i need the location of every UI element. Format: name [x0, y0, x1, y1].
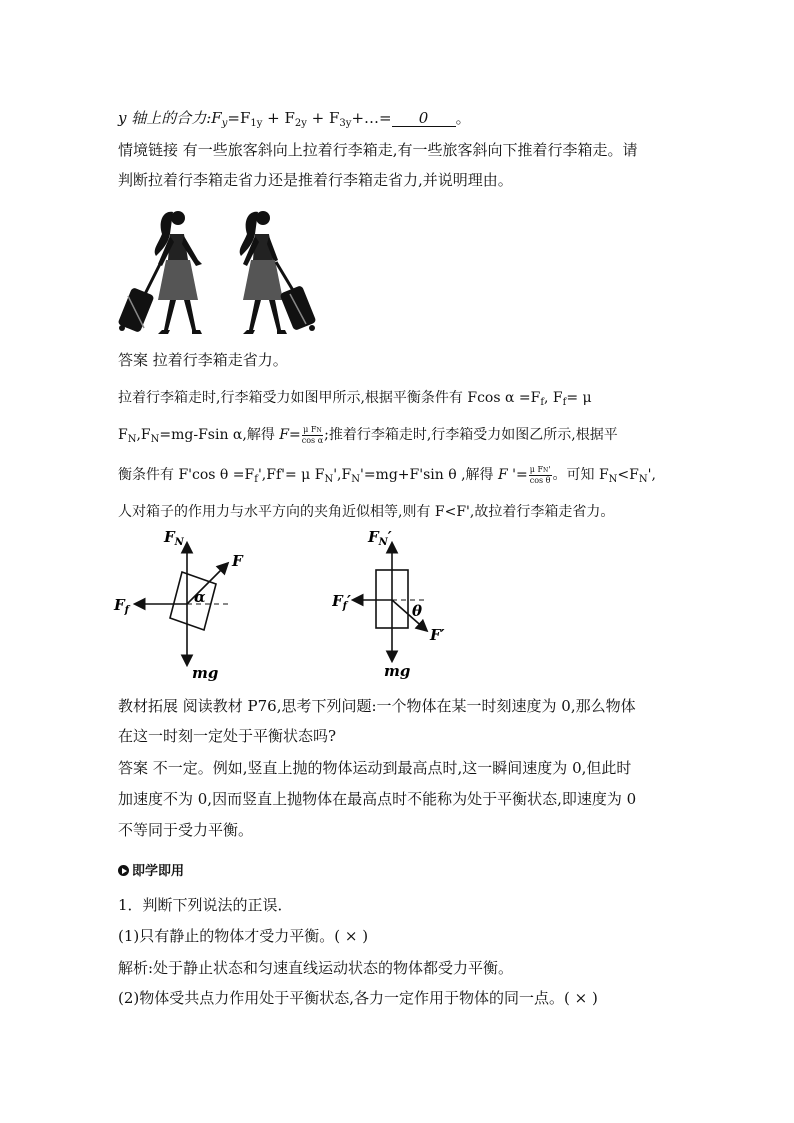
- question-1-1-explanation: 解析:处于静止状态和匀速直线运动状态的物体都受力平衡。: [118, 959, 514, 977]
- svg-text:Ff′: [332, 592, 351, 612]
- ff-sub: f: [342, 601, 347, 612]
- e1c: = μ: [566, 390, 592, 406]
- ff-prime: ′: [346, 592, 351, 610]
- e3F: F ': [498, 467, 517, 483]
- e1b: , F: [544, 390, 563, 406]
- e3s5: N: [638, 474, 648, 485]
- answer-2-line-3: 不等同于受力平衡。: [118, 821, 254, 839]
- e2d: ;推着行李箱走时,行李箱受力如图乙所示,根据平: [324, 427, 618, 443]
- e3s3: N: [351, 474, 360, 485]
- travelers-illustration: [118, 204, 318, 336]
- answer-1: 答案 拉着行李箱走省力。: [118, 351, 288, 369]
- e3d: '=mg+F'sin θ ,解得: [359, 467, 498, 483]
- svg-text:FN′: [367, 528, 392, 548]
- f1d: cos α: [301, 436, 324, 445]
- e3c: ',F: [333, 467, 352, 483]
- f2ns: N: [543, 467, 549, 474]
- end: 。: [455, 109, 471, 127]
- tail: +…=: [351, 109, 392, 127]
- resultant-force-y-line: [118, 108, 471, 134]
- explanation-line-1: [118, 388, 592, 413]
- fn-sub: N: [378, 537, 388, 548]
- e2c: =mg-Fsin α,解得: [159, 427, 280, 443]
- section-heading: [118, 860, 184, 879]
- f2nt: ': [548, 465, 551, 474]
- traveler-pushing: [240, 211, 317, 334]
- answer-2-line-2: 加速度不为 0,因而竖直上抛物体在最高点时不能称为处于平衡状态,即速度为 0: [118, 790, 637, 808]
- fraction-1: [302, 425, 323, 445]
- scenario-line-1: 情境链接 有一些旅客斜向上拉着行李箱走,有一些旅客斜向下推着行李箱走。请: [118, 141, 638, 159]
- sub3: 3y: [339, 118, 352, 129]
- e3a: 衡条件有 F'cos θ =F: [118, 467, 255, 483]
- ff-label: F: [332, 592, 343, 610]
- explanation-line-4: 人对箱子的作用力与水平方向的夹角近似相等,则有 F<F',故拉着行李箱走省力。: [118, 504, 615, 520]
- f1ns: N: [316, 427, 322, 434]
- e3s2: N: [324, 474, 334, 485]
- fn-label: F: [368, 528, 379, 546]
- mg-label: mg: [192, 664, 219, 682]
- box-shape: [170, 572, 216, 630]
- question-1: 1．判断下列说法的正误．: [118, 896, 293, 914]
- e3e: 。可知 F: [552, 467, 609, 483]
- prefix: y 轴上的合力:: [118, 109, 212, 127]
- fn-sub: N: [174, 537, 184, 548]
- theta-label: θ: [412, 602, 423, 620]
- e3s4: N: [608, 474, 618, 485]
- alpha-label: α: [194, 588, 206, 606]
- e3b: ',Ff'= μ F: [257, 467, 325, 483]
- e1s2: f: [562, 397, 567, 408]
- f2n: μ F: [529, 465, 544, 474]
- ff-label: F: [114, 596, 125, 614]
- e2eq: =: [289, 427, 301, 443]
- plus2: + F: [262, 109, 295, 127]
- fn-prime: ′: [387, 528, 392, 546]
- e3s: f: [254, 474, 258, 485]
- e2s2: N: [150, 434, 160, 445]
- question-1-2: (2)物体受共点力作用处于平衡状态,各力一定作用于物体的同一点。( × ): [118, 989, 598, 1007]
- svg-text:FN: [163, 528, 185, 548]
- section-title: 即学即用: [132, 864, 185, 879]
- e3eq: =: [516, 467, 528, 483]
- f-label: F: [232, 552, 243, 570]
- force-diagram-pulling: [112, 526, 252, 686]
- traveler-pulling: [118, 211, 202, 334]
- fy-sub: y: [221, 118, 228, 129]
- plus3: + F: [306, 109, 340, 127]
- play-circle-icon: [118, 865, 129, 876]
- e3f: <F: [617, 467, 639, 483]
- extension-line-1: 教材拓展 阅读教材 P76,思考下列问题:一个物体在某一时刻速度为 0,那么物体: [118, 697, 636, 715]
- e3g: ',: [647, 467, 656, 483]
- e2a: F: [118, 427, 128, 443]
- e2b: ,F: [136, 427, 151, 443]
- f2d: cos θ: [529, 476, 551, 485]
- answer-blank: 0: [392, 110, 456, 127]
- svg-text:Ff: [113, 596, 131, 616]
- fy: F: [211, 109, 222, 127]
- sub2: 2y: [294, 118, 307, 129]
- force-diagram-pushing: [332, 524, 462, 684]
- ff-sub: f: [124, 605, 129, 616]
- f-label: F′: [430, 626, 445, 644]
- e1s: f: [540, 397, 545, 408]
- question-1-1: (1)只有静止的物体才受力平衡。( × ): [118, 927, 369, 945]
- fraction-2: [529, 465, 552, 485]
- scenario-line-2: 判断拉着行李箱走省力还是推着行李箱走省力,并说明理由。: [118, 171, 513, 189]
- answer-2-line-1: 答案 不一定。例如,竖直上抛的物体运动到最高点时,这一瞬间速度为 0,但此时: [118, 759, 632, 777]
- e2F: F: [279, 427, 290, 443]
- explanation-line-2: [118, 425, 618, 450]
- e1a: 拉着行李箱走时,行李箱受力如图甲所示,根据平衡条件有 Fcos α =F: [118, 390, 541, 406]
- e2s: N: [127, 434, 137, 445]
- explanation-line-3: [118, 465, 656, 490]
- sub1: 1y: [250, 118, 263, 129]
- extension-line-2: 在这一时刻一定处于平衡状态吗?: [118, 727, 337, 745]
- f1n: μ F: [303, 425, 317, 434]
- eq: =F: [227, 109, 251, 127]
- fn-label: F: [164, 528, 175, 546]
- mg-label: mg: [384, 662, 411, 680]
